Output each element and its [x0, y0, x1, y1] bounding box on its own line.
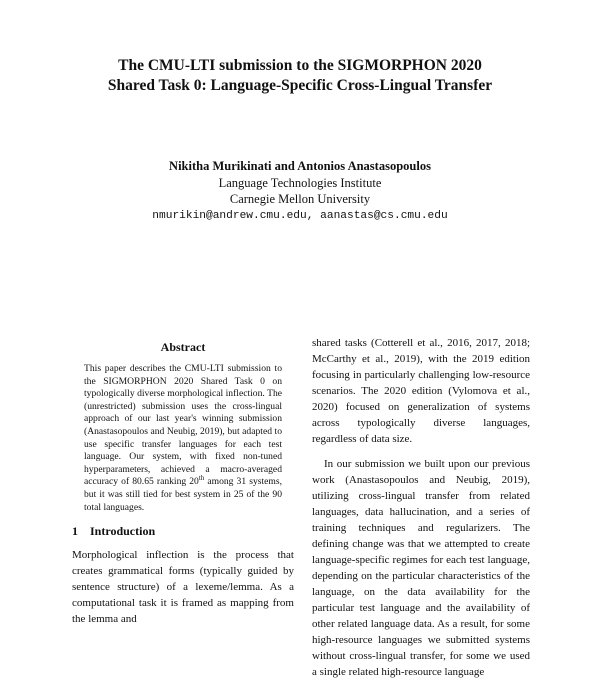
abstract-text-a: This paper describes the CMU-LTI submission to the SIGMORPHON 2020 Shared Task 0 on typologically diverse morphological inflection. The (unrestricted) submission uses the cross-lingual approach of our last year's winning submission (Anastasopoulos and Neubig, 2019), but adapted to use specific transfer languages for each test language. Our system, with fixed non-tuned hyperparameters, achieved a macro-averaged accuracy of 80.65 ranking 20	[84, 363, 282, 488]
intro-paragraph: Morphological inflection is the process that creates grammatical forms (typically guided by sentence structure) of a lexeme/lemma. As a computational task it is framed as mapping from the lemma and	[72, 549, 294, 626]
author-names: Nikitha Murikinati and Antonios Anastasopoulos	[169, 159, 431, 173]
title-line-2: Shared Task 0: Language-Specific Cross-Lingual Transfer	[107, 77, 493, 94]
section-heading-introduction	[72, 524, 294, 539]
right-column	[312, 335, 530, 680]
section-number: 1	[72, 524, 78, 539]
right-paragraph-1: shared tasks (Cotterell et al., 2016, 2017, 2018; McCarthy et al., 2019), with the 2019 edition focusing in particularly challenging low-resource scenarios. The 2020 edition (Vylomova et al., 2020) focused on generalization of systems across typologically diverse languages, regardless of data size.	[312, 337, 530, 445]
abstract-text-b: among 31 systems, but it was still tied for best system in 25 of the 90 total languages.	[84, 476, 282, 513]
section-title: Introduction	[90, 524, 156, 539]
author-emails: nmurikin@andrew.cmu.edu, aanastas@cs.cmu.edu	[152, 209, 448, 222]
title-line-1: The CMU-LTI submission to the SIGMORPHON 2020	[118, 57, 482, 74]
abstract-text	[84, 363, 282, 514]
abstract-heading: Abstract	[160, 340, 206, 354]
right-paragraph-2: In our submission we built upon our previous work (Anastasopoulos and Neubig, 2019), utilizing cross-lingual transfer from related languages, data hallucination, and a series of training techniques and regularizers. The defining change was that we attempted to create language-specific regimes for each test language, depending on the particular characteristics of the language, on the data availability for the particular test language and the availability of other related language data. As a result, for some high-resource languages we submitted systems without cross-lingual transfer, for some we used a single related high-resource language	[312, 458, 530, 678]
paper-title	[0, 56, 600, 96]
ordinal-suffix: th	[198, 474, 205, 483]
affiliation-university: Carnegie Mellon University	[229, 192, 371, 206]
affiliation-institute: Language Technologies Institute	[218, 175, 382, 190]
left-column	[72, 340, 294, 627]
author-block	[0, 158, 600, 224]
